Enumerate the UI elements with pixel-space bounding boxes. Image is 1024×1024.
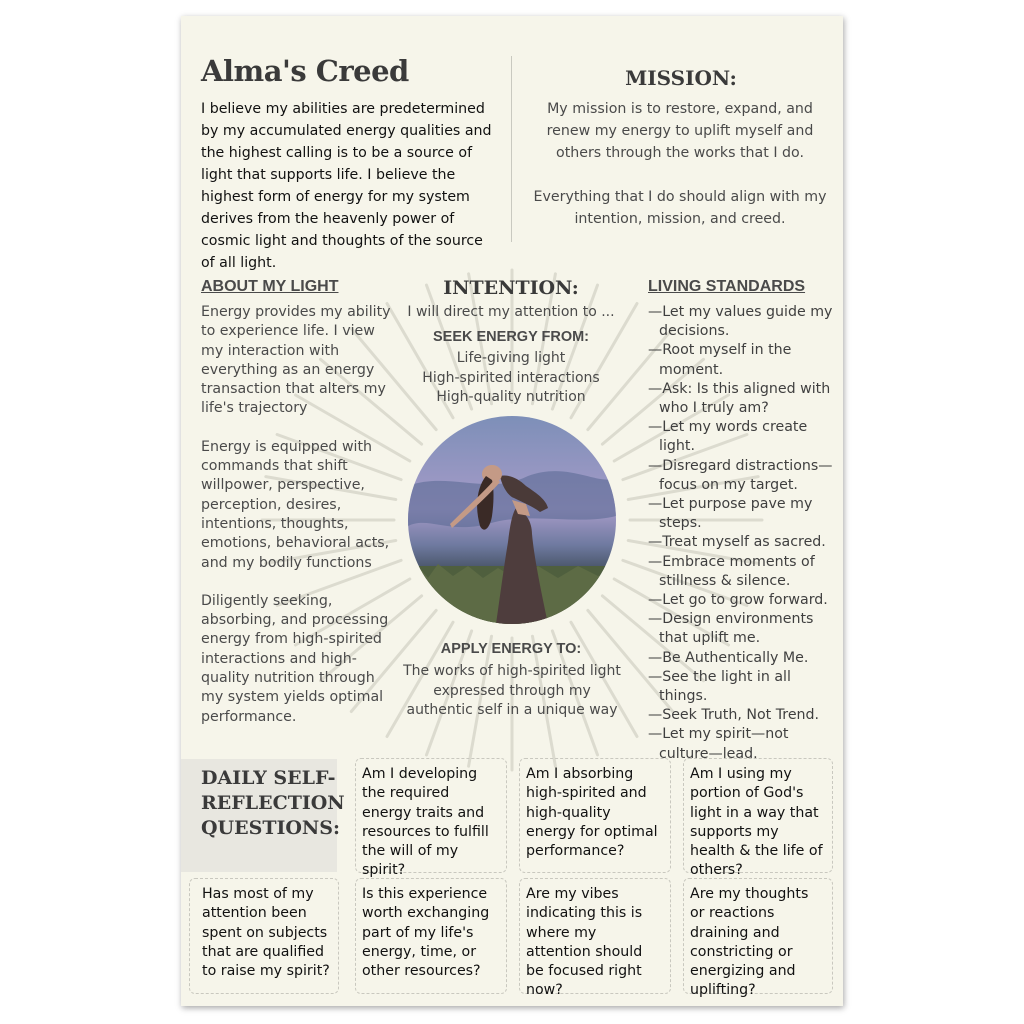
mission-paragraph: Everything that I do should align with my intention, mission, and creed. <box>533 189 827 227</box>
question-card <box>355 758 507 879</box>
question-card <box>519 758 671 873</box>
standard-item: —Treat myself as sacred. <box>648 534 826 551</box>
standard-item: —Disregard distractions—focus on my target. <box>648 457 833 493</box>
standards-heading: LIVING STANDARDS <box>648 278 806 295</box>
standard-item: —Let purpose pave my steps. <box>648 496 813 532</box>
seek-item: Life-giving light <box>456 350 566 366</box>
question-text: Am I using my portion of God's light in a way that supports my health & the life of others? <box>690 766 823 879</box>
question-card <box>683 758 833 879</box>
seek-list <box>391 349 631 408</box>
mission-paragraph: My mission is to restore, expand, and renew my energy to uplift myself and others through the works that I do. <box>546 101 814 161</box>
intention-subtitle: I will direct my attention to ... <box>407 304 615 320</box>
woman-arching-back-photo <box>408 416 616 624</box>
about-text <box>201 303 391 746</box>
standard-item: —Seek Truth, Not Trend. <box>648 707 820 724</box>
mission-title: MISSION: <box>625 66 737 90</box>
mission-text <box>529 98 831 230</box>
header-divider <box>511 56 512 242</box>
seek-item: High-quality nutrition <box>436 389 586 405</box>
standard-item: —Let my words create light. <box>648 419 808 455</box>
question-text: Are my thoughts or reactions draining and constricting or energizing and uplifting? <box>690 886 809 999</box>
standard-item: —Let my spirit—not culture—lead. <box>648 726 789 762</box>
about-paragraph: Energy provides my ability to experience life. I view my interaction with everything as an energy transaction that alters my life's trajectory <box>201 304 391 417</box>
creed-poster <box>181 16 843 1006</box>
daily-title: DAILY SELF-REFLECTION QUESTIONS: <box>201 767 345 839</box>
standard-item: —Ask: Is this aligned with who I truly am? <box>648 380 831 417</box>
question-text: Am I absorbing high-spirited and high-quality energy for optimal performance? <box>526 766 658 860</box>
seek-item: High-spirited interactions <box>422 369 600 386</box>
question-card <box>355 878 507 994</box>
standard-item: —Let go to grow forward. <box>648 592 828 609</box>
seek-heading: SEEK ENERGY FROM: <box>432 329 590 345</box>
standard-item: —Let my values guide my decisions. <box>648 304 833 340</box>
apply-heading: APPLY ENERGY TO: <box>440 641 582 657</box>
question-text: Am I developing the required energy traits and resources to fulfill the will of my spirit? <box>362 766 489 879</box>
standard-item: —Be Authentically Me. <box>648 649 809 666</box>
standard-item: —Embrace moments of stillness & silence. <box>648 553 815 589</box>
standard-item: —See the light in all things. <box>648 668 791 705</box>
creed-text: I believe my abilities are predetermined by my accumulated energy qualities and the highest calling is to be a source of light that supports life. I believe the highest form of energy for my system derives from the heavenly power of cosmic light and thoughts of the source of all light. <box>201 101 492 271</box>
about-heading: ABOUT MY LIGHT <box>201 278 339 295</box>
about-paragraph: Energy is equipped with commands that shift willpower, perspective, perception, desires, intentions, thoughts, emotions, behavioral acts, and my bodily functions <box>201 438 390 571</box>
question-text: Are my vibes indicating this is where my attention should be focused right now? <box>526 886 643 999</box>
standards-list <box>648 303 838 764</box>
creed-title: Alma's Creed <box>201 54 409 88</box>
question-text: Is this experience worth exchanging part of my life's energy, time, or other resources? <box>362 886 490 980</box>
standard-item: —Design environments that uplift me. <box>648 611 814 647</box>
intention-title: INTENTION: <box>443 277 579 299</box>
question-card <box>683 878 833 999</box>
standard-item: —Root myself in the moment. <box>648 342 792 378</box>
question-card <box>519 878 671 999</box>
question-card <box>189 878 339 994</box>
about-paragraph: Diligently seeking, absorbing, and processing energy from high-spirited interactions and high-quality nutrition through my system yields optimal performance. <box>201 592 389 725</box>
question-text: Has most of my attention been spent on subjects that are qualified to raise my spirit? <box>202 886 330 980</box>
apply-text: The works of high-spirited light expressed through my authentic self in a unique way <box>403 663 621 718</box>
